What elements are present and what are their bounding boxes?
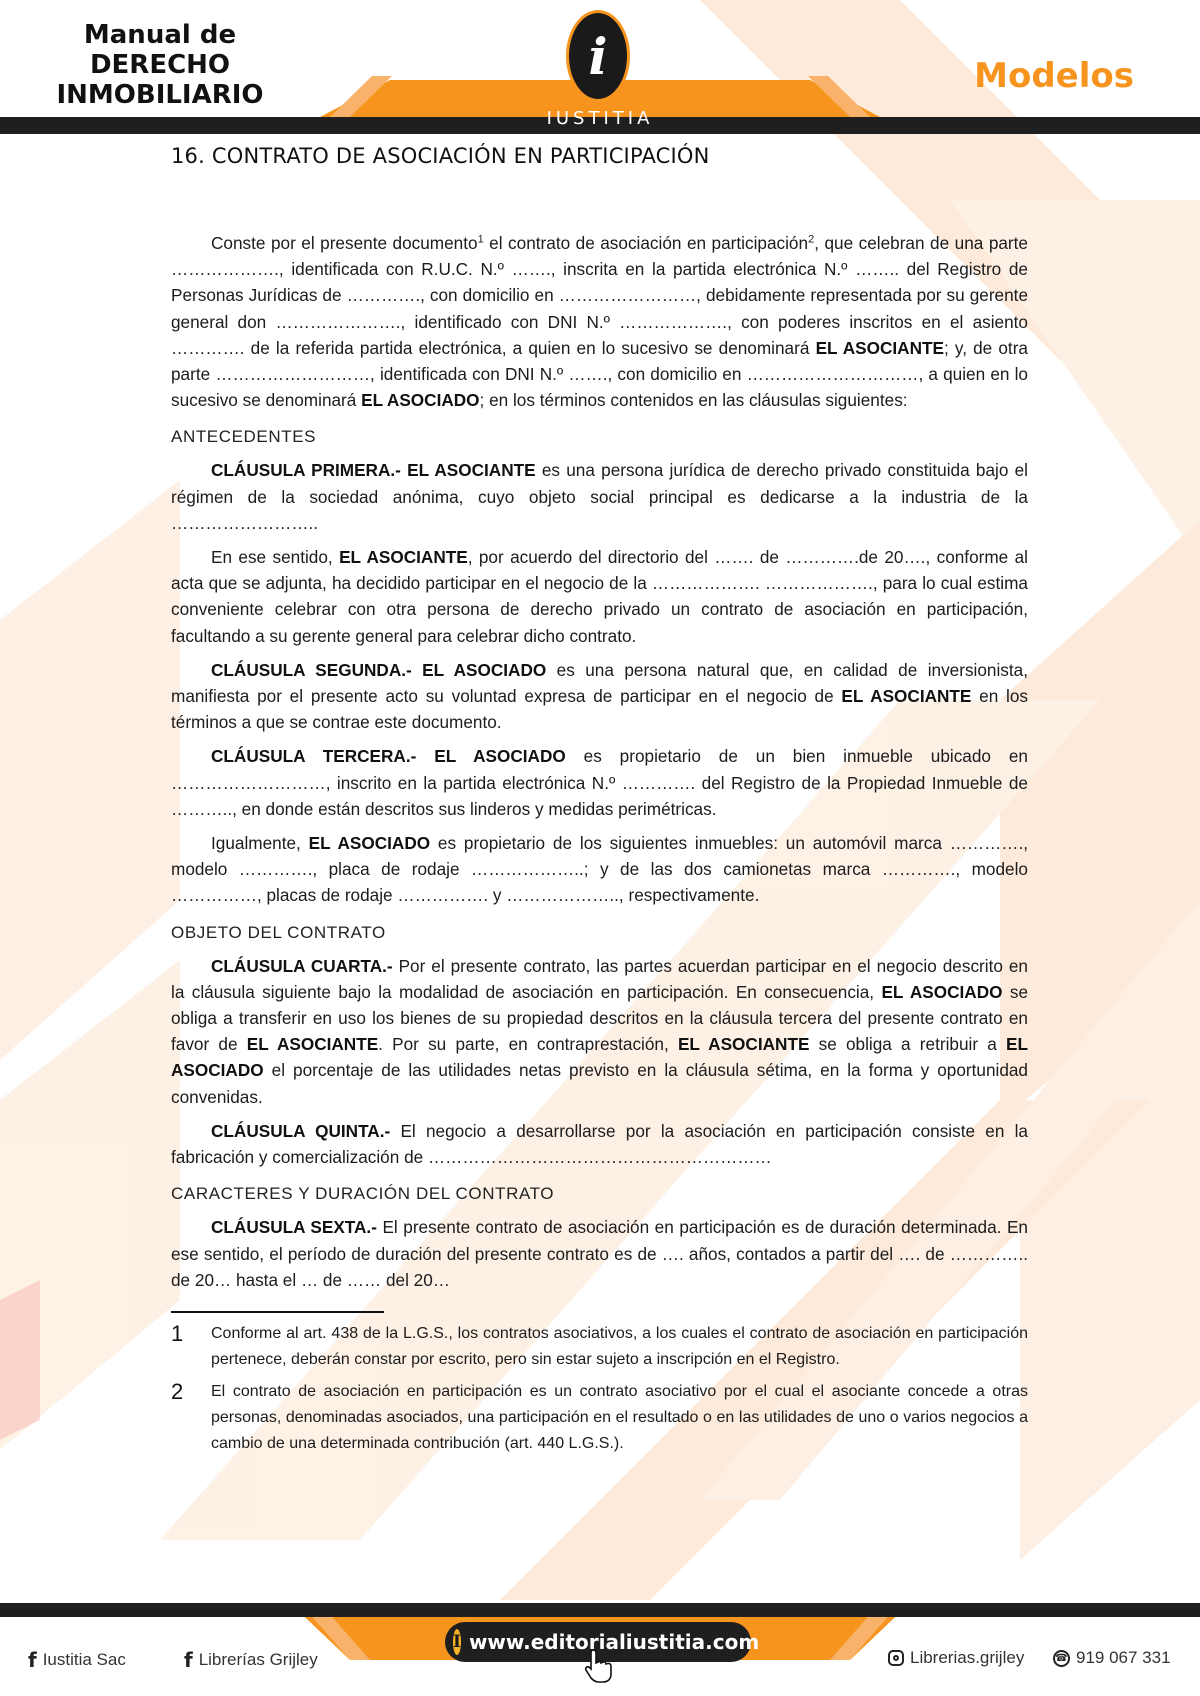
clause-label: CLÁUSULA SEGUNDA.- EL ASOCIADO — [211, 659, 547, 680]
iustitia-logo — [530, 0, 670, 134]
clause-4 — [171, 953, 1028, 1110]
party-name: EL ASOCIADO — [171, 1034, 1028, 1081]
document-body — [171, 136, 1028, 1463]
footnote-number: 2 — [171, 1378, 184, 1404]
whatsapp-link[interactable] — [1053, 1648, 1171, 1668]
text-run: se obliga a transferir en uso los bienes de su propiedad descritos en la cláusula tercera del presente contrato en favor de — [171, 981, 1029, 1055]
text-run: Conste por el presente documento — [211, 233, 478, 253]
section-label: Modelos — [974, 56, 1134, 96]
instagram-link[interactable] — [888, 1648, 1024, 1668]
hand-cursor-icon — [584, 1648, 612, 1684]
text-run: El negocio a desarrollarse por la asociación en participación consiste en la fabricación y comercialización de …………………………………………………… — [171, 1120, 1028, 1168]
section-heading-caracteres: CARACTERES Y DURACIÓN DEL CONTRATO — [171, 1184, 555, 1204]
book-title-line: INMOBILIARIO — [56, 80, 264, 110]
footer-bar — [0, 1603, 1200, 1617]
text-run: , por acuerdo del directorio del ……. de ………….de 20…., conforme al acta que se adjunta, ha decidido participar en el negocio de la ………………. ………………., para lo cual estima conveniente celebrar con otra persona de derecho privado un contrato de asociación en participación, facultando a su gerente general para celebrar dicho contrato. — [171, 547, 1029, 646]
text-run: . Por su parte, en contraprestación, — [378, 1034, 678, 1055]
text-run: es una persona jurídica de derecho privado constituida bajo el régimen de la sociedad anónima, cuyo objeto social principal es dedicarse a la industria de la …………………….. — [171, 460, 1029, 533]
facebook-icon: f — [28, 1648, 37, 1672]
clause-label: CLÁUSULA CUARTA.- — [211, 955, 393, 976]
logo-letter-icon: i — [566, 10, 630, 102]
text-run: es una persona natural que, en calidad de inversionista, manifiesta por el presente acto su voluntad expresa de participar en el negocio de — [171, 659, 1029, 707]
party-name: EL ASOCIANTE — [815, 337, 944, 358]
clause-label: CLÁUSULA SEXTA.- — [211, 1217, 377, 1238]
iustitia-logo-icon: I — [453, 1629, 461, 1655]
section-heading-antecedentes: ANTECEDENTES — [171, 427, 317, 447]
footnote-divider — [171, 1311, 384, 1313]
facebook-label: Librerías Grijley — [198, 1650, 318, 1669]
clause-2 — [171, 657, 1028, 736]
document-title: 16. CONTRATO DE ASOCIACIÓN EN PARTICIPACIÓN — [171, 144, 710, 168]
clause-3 — [171, 743, 1028, 822]
intro-paragraph — [171, 230, 1028, 413]
text-run: ; en los términos contenidos en las cláusulas siguientes: — [479, 390, 908, 411]
party-name: EL ASOCIANTE — [246, 1034, 379, 1055]
text-run: el porcentaje de las utilidades netas previsto en la cláusula sétima, en la forma y oportunidad convenidas. — [171, 1060, 1028, 1107]
clause-1-continued — [171, 544, 1028, 649]
party-name: EL ASOCIADO — [308, 833, 431, 854]
clause-6 — [171, 1214, 1028, 1293]
footnote-text: Conforme al art. 438 de la L.G.S., los contratos asociativos, a los cuales el contrato de asociación en participación pertenece, deberán constar por escrito, pero sin estar sujeto a inscripción en el Registro. — [211, 1324, 1028, 1368]
party-name: EL ASOCIANTE — [339, 547, 468, 568]
logo-name: IUSTITIA — [546, 108, 654, 129]
text-run: , que celebran de una parte ………………., identificada con R.U.C. N.º ……., inscrita en la partida electrónica N.º …….. del Registro de Personas Jurídicas de …………., con domicilio en ……………………, debidamente representada por su gerente general don …………………., identificado con DNI N.º ………………., con poderes inscritos en el asiento …………. de la referida partida electrónica, a quien en lo sucesivo se denominará — [171, 233, 1028, 358]
book-title-line: Manual de — [83, 20, 237, 50]
party-name: EL ASOCIANTE — [841, 686, 972, 707]
footnote-1 — [171, 1321, 1028, 1373]
facebook-link-iustitia[interactable] — [28, 1648, 126, 1672]
facebook-icon: f — [184, 1648, 193, 1672]
clause-label: CLÁUSULA QUINTA.- — [211, 1120, 391, 1141]
website-label: www.editorialiustitia.com — [468, 1630, 760, 1654]
section-heading-objeto: OBJETO DEL CONTRATO — [171, 922, 386, 942]
text-run: es propietario de un bien inmueble ubicado en ………………………, inscrito en la partida electrónica N.º …………. del Registro de la Propiedad Inmueble de ……….., en donde están descritos sus linderos y medidas perimétricas. — [171, 746, 1028, 819]
footnote-2 — [171, 1379, 1028, 1457]
text-run: en los términos a que se contrae este documento. — [171, 686, 1029, 733]
whatsapp-icon: ☎ — [1053, 1650, 1070, 1667]
clause-label: CLÁUSULA TERCERA.- EL ASOCIADO — [211, 746, 566, 767]
text-run: es propietario de los siguientes inmuebles: un automóvil marca …………., modelo …………., placa de rodaje ………………..; y de las dos camionetas marca …………., modelo ……………, placas de rodaje ……………. y ……………….., respectivamente. — [171, 833, 1028, 906]
party-name: EL ASOCIANTE — [677, 1034, 810, 1055]
text-run: Igualmente, — [211, 833, 309, 854]
text-run: El presente contrato de asociación en participación es de duración determinada. En ese sentido, el período de duración del presente contrato es de …. años, contados a partir del …. de ………….. de 20… hasta el … de …… del 20… — [171, 1217, 1028, 1290]
clause-1 — [171, 457, 1028, 536]
footnote-text: El contrato de asociación en participación es un contrato asociativo por el cual el asociante concede a otras personas, denominadas asociados, una participación en el resultado o en las utilidades de uno o varios negocios a cambio de una determinada contribución (art. 440 L.G.S.). — [211, 1382, 1028, 1452]
text-run: Por el presente contrato, las partes acuerdan participar en el negocio descrito en la cláusula siguiente bajo la modalidad de asociación en participación. En consecuencia, — [171, 955, 1028, 1002]
party-name: EL ASOCIADO — [881, 981, 1003, 1002]
book-title — [40, 20, 280, 110]
clause-label: CLÁUSULA PRIMERA.- EL ASOCIANTE — [211, 460, 536, 481]
facebook-label: Iustitia Sac — [42, 1650, 126, 1669]
book-title-line: DERECHO — [89, 50, 231, 80]
text-run: se obliga a retribuir a — [809, 1034, 1007, 1055]
footnote-ref-1[interactable]: 1 — [477, 233, 484, 246]
text-run: el contrato de asociación en participación — [483, 233, 809, 253]
footnote-ref-2[interactable]: 2 — [808, 233, 815, 246]
text-run: En ese sentido, — [211, 547, 340, 568]
facebook-link-grijley[interactable] — [184, 1648, 318, 1672]
clause-5 — [171, 1118, 1028, 1170]
party-name: EL ASOCIADO — [361, 390, 480, 411]
clause-3-continued — [171, 830, 1028, 909]
text-run: ; y, de otra parte ………………………, identificada con DNI N.º ……., con domicilio en …………………………, a quien en lo sucesivo se denominará — [171, 337, 1028, 411]
instagram-icon — [888, 1650, 904, 1666]
footnote-number: 1 — [171, 1320, 184, 1346]
instagram-label: Librerias.grijley — [910, 1648, 1025, 1667]
phone-label: 919 067 331 — [1076, 1648, 1171, 1667]
